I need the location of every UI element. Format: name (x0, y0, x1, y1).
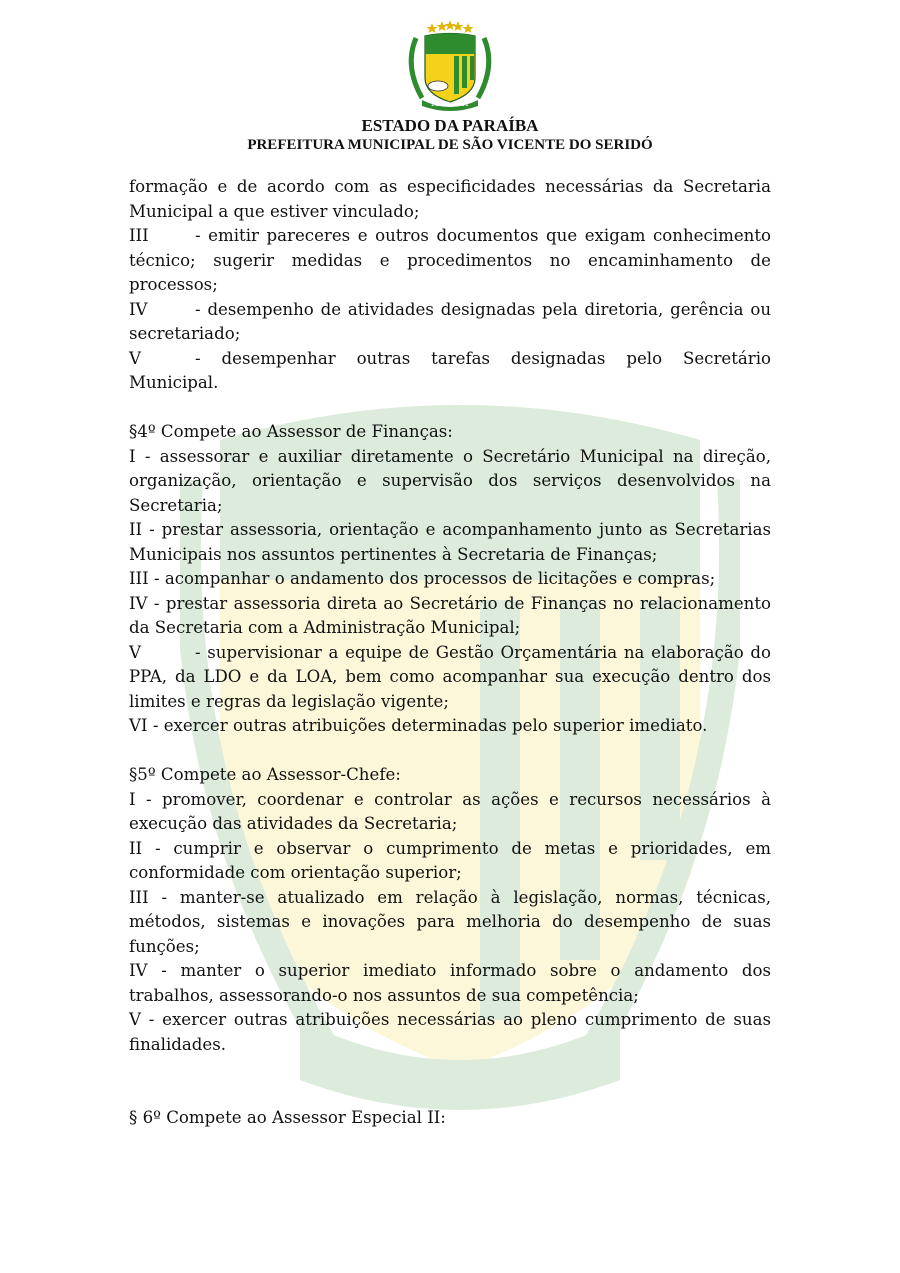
paragraph: formação e de acordo com as especificidades necessárias da Secretaria Municipal a que estiver vinculado; (129, 177, 771, 221)
paragraph: IV - manter o superior imediato informado sobre o andamento dos trabalhos, assessorando-o nos assuntos de sua competência; (129, 961, 771, 1005)
item-number: IV (129, 299, 148, 319)
item-v (129, 347, 771, 396)
paragraph: V - exercer outras atribuições necessárias ao pleno cumprimento de suas finalidades. (129, 1010, 771, 1054)
paragraph: I - assessorar e auxiliar diretamente o Secretário Municipal na direção, organização, orientação e supervisão dos serviços desenvolvidos na Secretaria; (129, 446, 771, 515)
section-5-heading: §5º Compete ao Assessor-Chefe: (129, 765, 401, 784)
paragraph: II - prestar assessoria, orientação e acompanhamento junto as Secretarias Municipais nos assuntos pertinentes à Secretaria de Finanças; (129, 520, 771, 564)
item-text: - emitir pareceres e outros documentos que exigam conhecimento técnico; sugerir medidas e procedimentos no encaminhamento de processos; (129, 226, 771, 294)
paragraph: IV - prestar assessoria direta ao Secretário de Finanças no relacionamento da Secretaria com a Administração Municipal; (129, 593, 771, 637)
paragraph: II - cumprir e observar o cumprimento de metas e prioridades, em conformidade com orientação superior; (129, 838, 771, 882)
item-text: - supervisionar a equipe de Gestão Orçamentária na elaboração do PPA, da LDO e da LOA, bem como acompanhar sua execução dentro dos limites e regras da legislação vigente; (129, 642, 771, 711)
item-iv (129, 298, 771, 347)
paragraph: III - manter-se atualizado em relação à legislação, normas, técnicas, métodos, sistemas e inovações para melhoria do desempenho de suas funções; (129, 887, 771, 956)
crest-date: 22-12-1961 (431, 100, 469, 108)
item-text: - desempenhar outras tarefas designadas pelo Secretário Municipal. (129, 348, 771, 392)
paragraph: I - promover, coordenar e controlar as ações e recursos necessários à execução das atividades da Secretaria; (129, 789, 771, 833)
state-title: ESTADO DA PARAÍBA (361, 116, 539, 135)
item-number: V (129, 348, 141, 368)
document-body (129, 175, 771, 1131)
item-number: V (129, 642, 141, 662)
municipality-title: PREFEITURA MUNICIPAL DE SÃO VICENTE DO SERIDÓ (247, 137, 653, 153)
item-iii (129, 224, 771, 298)
item-text: - desempenho de atividades designadas pela diretoria, gerência ou secretariado; (129, 299, 771, 343)
section-4-heading: §4º Compete ao Assessor de Finanças: (129, 422, 453, 441)
item-number: III (129, 226, 149, 245)
item-v-finance (129, 641, 771, 715)
municipal-crest-logo (398, 20, 502, 112)
section-6-heading: § 6º Compete ao Assessor Especial II: (129, 1108, 446, 1127)
paragraph: III - acompanhar o andamento dos processos de licitações e compras; (129, 569, 716, 588)
paragraph: VI - exercer outras atribuições determinadas pelo superior imediato. (129, 716, 708, 735)
